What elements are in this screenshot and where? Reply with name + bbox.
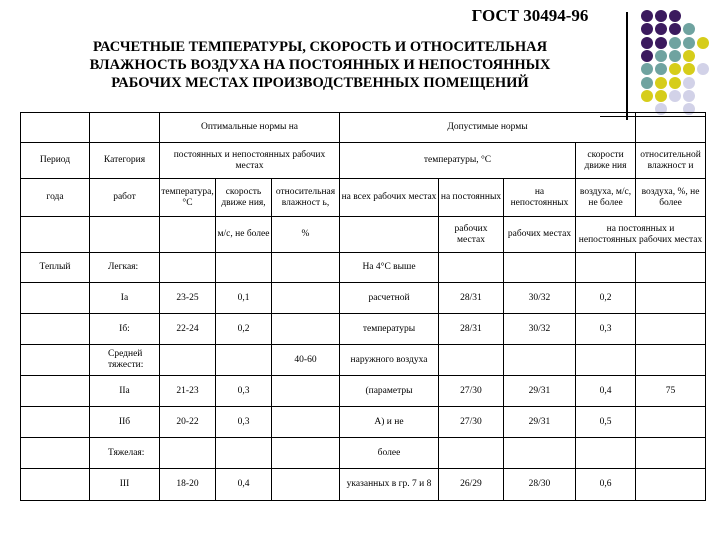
table-cell: [636, 438, 706, 469]
table-cell: температуры: [340, 314, 439, 345]
table-cell: Тяжелая:: [90, 438, 160, 469]
table-cell: [216, 253, 272, 283]
table-cell: А) и не: [340, 407, 439, 438]
table-cell: Средней тяжести:: [90, 345, 160, 376]
table-cell: 0,5: [576, 407, 636, 438]
table-cell: [21, 314, 90, 345]
document-code: ГОСТ 30494-96: [471, 6, 589, 25]
table-cell: [21, 345, 90, 376]
table-cell: [21, 376, 90, 407]
decor-vertical-line: [626, 12, 628, 120]
header-work-places: рабочих местах: [504, 217, 576, 253]
table-cell: [160, 345, 216, 376]
table-cell: (параметры: [340, 376, 439, 407]
header-nonpermanent: на непостоянных: [504, 179, 576, 217]
table-cell: [504, 345, 576, 376]
decor-dot: [669, 90, 681, 102]
decor-dot: [641, 10, 653, 22]
table-cell: 29/31: [504, 376, 576, 407]
decor-dot: [669, 63, 681, 75]
table-cell: 20-22: [160, 407, 216, 438]
table-cell: [272, 376, 340, 407]
table-cell: 30/32: [504, 283, 576, 314]
page-title: [30, 38, 610, 92]
table-cell: 0,2: [576, 283, 636, 314]
header-perm-nonperm-2: на постоянных и непостоянных рабочих местах: [576, 217, 706, 253]
decor-dot: [641, 50, 653, 62]
header-category: Категория: [90, 143, 160, 179]
table-cell: [636, 469, 706, 501]
header-air-pct: воздуха, %, не более: [636, 179, 706, 217]
header-speed-a: скорости движе ния: [576, 143, 636, 179]
table-row: [21, 438, 706, 469]
decor-dot: [655, 23, 667, 35]
header-all-places: на всех рабочих местах: [340, 179, 439, 217]
table-cell: 27/30: [439, 376, 504, 407]
table-row: [21, 376, 706, 407]
header-permanent: на постоянных: [439, 179, 504, 217]
table-cell: 0,4: [216, 469, 272, 501]
table-cell: На 4°С выше: [340, 253, 439, 283]
decor-dot: [641, 90, 653, 102]
table-cell: 0,3: [576, 314, 636, 345]
decor-dot: [641, 23, 653, 35]
title-line: РАСЧЕТНЫЕ ТЕМПЕРАТУРЫ, СКОРОСТЬ И ОТНОСИТЕЛЬНАЯ: [92, 39, 548, 55]
decor-dot: [683, 63, 695, 75]
decor-dot: [669, 77, 681, 89]
decor-dot: [655, 63, 667, 75]
decor-dot: [669, 50, 681, 62]
table-cell: [272, 283, 340, 314]
decor-dot: [669, 23, 681, 35]
header-works: работ: [90, 179, 160, 217]
header-speed: скорость движе ния,: [216, 179, 272, 217]
header-pct: %: [272, 217, 340, 253]
table-cell: [216, 438, 272, 469]
table-cell: [576, 253, 636, 283]
decor-dot: [655, 77, 667, 89]
table-cell: [216, 345, 272, 376]
decor-dot: [697, 63, 709, 75]
header-humidity: относительная влажност ь,: [272, 179, 340, 217]
table-cell: [272, 314, 340, 345]
decor-dot: [683, 77, 695, 89]
table-row: [21, 283, 706, 314]
header-period: Период: [21, 143, 90, 179]
header-work-places: рабочих местах: [439, 217, 504, 253]
decor-dot: [683, 37, 695, 49]
table-cell: 27/30: [439, 407, 504, 438]
table-cell: [439, 438, 504, 469]
decor-dot: [641, 37, 653, 49]
header-perm-nonperm: постоянных и непостоянных рабочих местах: [160, 143, 340, 179]
decor-dot: [641, 77, 653, 89]
decor-dot: [683, 23, 695, 35]
table-cell: 28/30: [504, 469, 576, 501]
table-cell: наружного воздуха: [340, 345, 439, 376]
table-cell: 21-23: [160, 376, 216, 407]
table-cell: [21, 438, 90, 469]
header-humidity-a: относительной влажност и: [636, 143, 706, 179]
table-cell: [160, 253, 216, 283]
table-cell: 0,2: [216, 314, 272, 345]
table-cell: [576, 345, 636, 376]
header-ms-max: м/с, не более: [216, 217, 272, 253]
table-cell: [636, 283, 706, 314]
table-cell: 0,1: [216, 283, 272, 314]
table-cell: Iб:: [90, 314, 160, 345]
table-cell: [439, 253, 504, 283]
table-cell: [576, 438, 636, 469]
table-cell: [21, 469, 90, 501]
table-cell: 0,3: [216, 407, 272, 438]
table-cell: 0,4: [576, 376, 636, 407]
decor-dot: [697, 37, 709, 49]
table-cell: 28/31: [439, 314, 504, 345]
table-cell: [504, 253, 576, 283]
table-cell: [160, 438, 216, 469]
table-cell: 28/31: [439, 283, 504, 314]
table-cell: 18-20: [160, 469, 216, 501]
header-allowed: Допустимые нормы: [340, 113, 636, 143]
table-cell: [272, 469, 340, 501]
table-cell: 75: [636, 376, 706, 407]
table-cell: [272, 438, 340, 469]
table-cell: IIа: [90, 376, 160, 407]
table-cell: [272, 253, 340, 283]
header-year: года: [21, 179, 90, 217]
table-cell: 26/29: [439, 469, 504, 501]
table-cell: 0,6: [576, 469, 636, 501]
decor-dot: [641, 63, 653, 75]
table-cell: [439, 345, 504, 376]
decor-dot: [655, 50, 667, 62]
table-cell: Теплый: [21, 253, 90, 283]
table-cell: [636, 407, 706, 438]
table-cell: Iа: [90, 283, 160, 314]
table-cell: [636, 345, 706, 376]
table-cell: [636, 314, 706, 345]
table-cell: IIб: [90, 407, 160, 438]
header-temp-c: температура, °С: [160, 179, 216, 217]
table-cell: 40-60: [272, 345, 340, 376]
table-cell: 0,3: [216, 376, 272, 407]
table-row: [21, 407, 706, 438]
table-cell: 29/31: [504, 407, 576, 438]
table-cell: [636, 253, 706, 283]
table-cell: [21, 407, 90, 438]
decor-dot: [669, 10, 681, 22]
decor-dot: [655, 37, 667, 49]
table-row: [21, 253, 706, 283]
decor-dot: [655, 10, 667, 22]
decor-dot: [655, 90, 667, 102]
table-cell: расчетной: [340, 283, 439, 314]
title-line: ВЛАЖНОСТЬ ВОЗДУХА НА ПОСТОЯННЫХ И НЕПОСТОЯННЫХ: [89, 57, 551, 73]
table-cell: Легкая:: [90, 253, 160, 283]
header-air-ms: воздуха, м/с, не более: [576, 179, 636, 217]
table-cell: 22-24: [160, 314, 216, 345]
table-cell: более: [340, 438, 439, 469]
decor-dot: [669, 37, 681, 49]
table-cell: 23-25: [160, 283, 216, 314]
title-line: РАБОЧИХ МЕСТАХ ПРОИЗВОДСТВЕННЫХ ПОМЕЩЕНИЙ: [111, 75, 529, 91]
table-cell: [21, 283, 90, 314]
table-cell: указанных в гр. 7 и 8: [340, 469, 439, 501]
decor-dot: [683, 90, 695, 102]
header-optimal: Оптимальные нормы на: [160, 113, 340, 143]
header-temperature: температуры, °С: [340, 143, 576, 179]
table-row: [21, 314, 706, 345]
table-row: [21, 345, 706, 376]
table-row: [21, 469, 706, 501]
table-cell: [504, 438, 576, 469]
decor-dot: [683, 50, 695, 62]
table-cell: 30/32: [504, 314, 576, 345]
table-cell: III: [90, 469, 160, 501]
table-cell: [272, 407, 340, 438]
norms-table: [20, 112, 706, 501]
